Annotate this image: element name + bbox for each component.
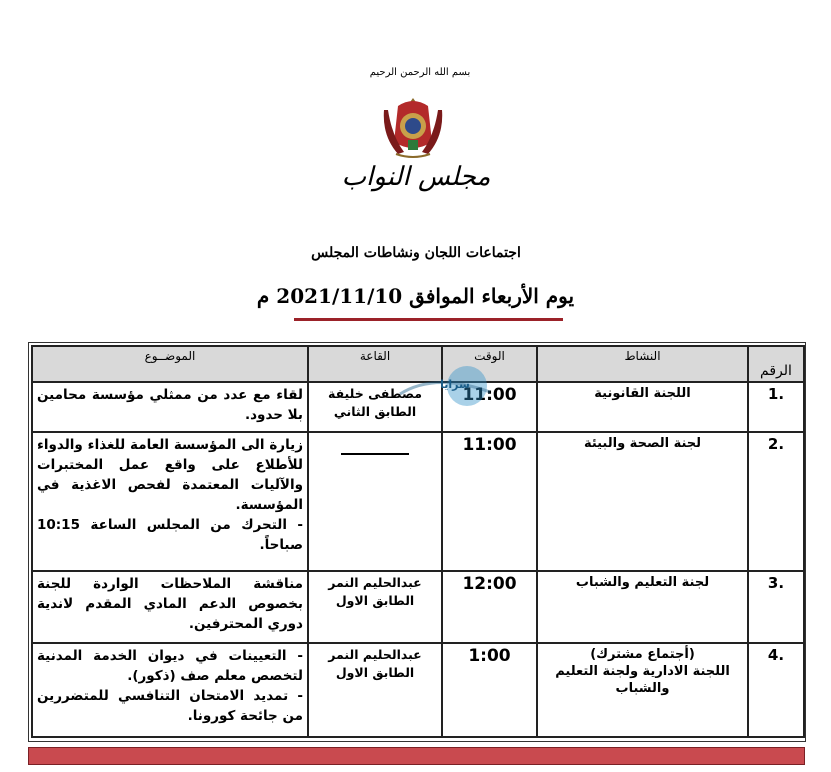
row-topic — [32, 571, 308, 643]
empty-hall-dash — [341, 453, 409, 455]
table-row — [32, 643, 804, 737]
hall-line: الطابق الاول — [335, 665, 415, 680]
topic-line: - التعيينات في ديوان الخدمة المدنية لتخصص معلم صف (ذكور). — [37, 648, 303, 684]
topic-line: - تمديد الامتحان التنافسي للمتضررين من جائحة كورونا. — [37, 688, 303, 724]
footer-bar — [28, 747, 805, 765]
row-activity: لجنة الصحة والبيئة — [537, 432, 748, 571]
hall-line: الطابق الثاني — [333, 404, 417, 419]
topic-line: مناقشة الملاحظات الواردة للجنة بخصوص الدعم المادي المقدم لاندية دوري المحترفين. — [37, 576, 303, 632]
topic-line: لقاء مع عدد من ممثلي مؤسسة محامين بلا حدود. — [37, 387, 303, 423]
topic-line: - التحرك من المجلس الساعة 10:15 صباحاً. — [37, 517, 303, 553]
date-underline — [294, 318, 563, 321]
hall-line: الطابق الاول — [335, 593, 415, 608]
row-activity: اللجنة القانونية — [537, 382, 748, 432]
row-activity: لجنة التعليم والشباب — [537, 571, 748, 643]
row-number: .4 — [748, 643, 804, 737]
row-time: 12:00 — [442, 571, 537, 643]
row-topic — [32, 382, 308, 432]
row-number: .1 — [748, 382, 804, 432]
column-header-activity: النشاط — [537, 346, 748, 382]
jordan-coat-of-arms-icon — [378, 96, 448, 160]
watermark-text: سرايا — [440, 378, 470, 391]
activity-line: (أجتماع مشترك) — [590, 647, 695, 662]
column-header-num: الرقم — [748, 346, 804, 382]
column-header-topic: الموضــوع — [32, 346, 308, 382]
column-header-hall: القاعة — [308, 346, 442, 382]
row-hall — [308, 643, 442, 737]
row-time: 11:00 — [442, 382, 537, 432]
council-name-logo: مجلس النواب — [341, 162, 491, 192]
hall-line: مصطفى خليفة — [327, 386, 423, 401]
row-number: .3 — [748, 571, 804, 643]
table-row — [32, 571, 804, 643]
row-activity — [537, 643, 748, 737]
basmala: بسم الله الرحمن الرحيم — [369, 67, 471, 78]
topic-line: زيارة الى المؤسسة العامة للغذاء والدواء للأطلاع على واقع عمل المختبرات والآليات المعتمدة لفحص الاغذية في المؤسسة. — [37, 437, 303, 513]
row-topic — [32, 432, 308, 571]
hall-line: عبدالحليم النمر — [328, 575, 422, 590]
date-line: يوم الأربعاء الموافق 2021/11/10 م — [256, 284, 575, 308]
row-time: 1:00 — [442, 643, 537, 737]
activity-line: اللجنة الادارية ولجنة التعليم والشباب — [555, 664, 730, 696]
row-number: .2 — [748, 432, 804, 571]
column-header-time: الوقت — [442, 346, 537, 382]
page-heading: اجتماعات اللجان ونشاطات المجلس — [311, 245, 521, 261]
hall-line: عبدالحليم النمر — [328, 647, 422, 662]
row-hall — [308, 571, 442, 643]
row-topic — [32, 643, 308, 737]
table-row — [32, 432, 804, 571]
row-hall — [308, 432, 442, 571]
row-time: 11:00 — [442, 432, 537, 571]
